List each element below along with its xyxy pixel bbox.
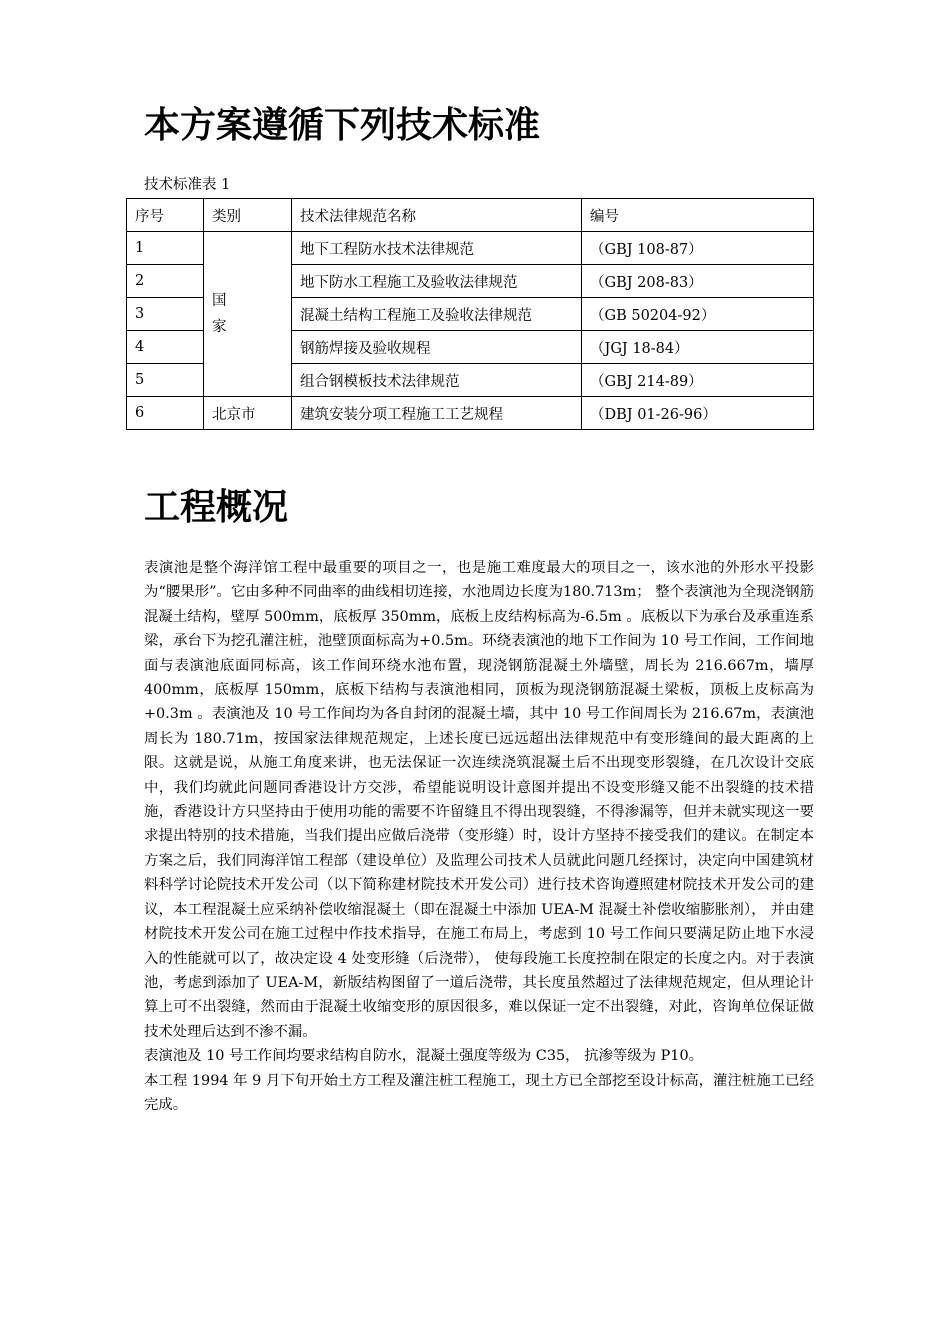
row-code: （GB 50204-92）	[582, 298, 814, 331]
table-caption: 技术标准表 1	[144, 177, 231, 193]
row-no: 2	[127, 265, 204, 298]
header-no: 序号	[127, 199, 204, 232]
header-code: 编号	[582, 199, 814, 232]
category-national	[204, 232, 292, 397]
row-name: 混凝土结构工程施工及验收法律规范	[292, 298, 582, 331]
row-no: 6	[127, 397, 204, 430]
paragraph: 表演池及 10 号工作间均要求结构自防水，混凝土强度等级为 C35， 抗渗等级为 P10。	[144, 1048, 704, 1065]
header-name: 技术法律规范名称	[292, 199, 582, 232]
row-code: （GBJ 108-87）	[582, 232, 814, 265]
overview-body	[144, 556, 814, 1117]
row-name: 地下防水工程施工及验收法律规范	[292, 265, 582, 298]
row-no: 3	[127, 298, 204, 331]
standards-table	[126, 198, 814, 430]
table-row	[127, 397, 814, 430]
paragraph: 本工程 1994 年 9 月下旬开始土方工程及灌注桩工程施工，现土方已全部挖至设计标高，灌注桩施工已经完成。	[144, 1072, 814, 1113]
header-category: 类别	[204, 199, 292, 232]
category-national-line2: 家	[212, 319, 227, 335]
table-header-row	[127, 199, 814, 232]
table-row	[127, 232, 814, 265]
row-no: 1	[127, 232, 204, 265]
row-code: （GBJ 208-83）	[582, 265, 814, 298]
section-title-overview: 工程概况	[144, 487, 289, 528]
row-name: 组合钢模板技术法律规范	[292, 364, 582, 397]
row-code: （JGJ 18-84）	[582, 331, 814, 364]
category-national-line1: 国	[212, 293, 227, 309]
category-beijing: 北京市	[204, 397, 292, 430]
row-no: 5	[127, 364, 204, 397]
row-name: 地下工程防水技术法律规范	[292, 232, 582, 265]
row-no: 4	[127, 331, 204, 364]
section-title-standards: 本方案遵循下列技术标准	[144, 105, 541, 146]
paragraph: 表演池是整个海洋馆工程中最重要的项目之一，也是施工难度最大的项目之一，该水池的外形水平投影为“腰果形”。它由多种不同曲率的曲线相切连接，水池周边长度为180.713m； 整个表演池为全现浇钢筋混凝土结构，壁厚 500mm，底板厚 350mm，底板上皮结构标高为-6.5m 。底板以下为承台及承重连系梁，承台下为挖孔灌注桩，池壁顶面标高为+0.5m。环绕表演池的地下工作间为 10 号工作间，工作间地面与表演池底面同标高，该工作间环绕水池布置，现浇钢筋混凝土外墙壁，周长为 216.667m，墙厚 400mm，底板厚 150mm，底板下结构与表演池相同，顶板为现浇钢筋混凝土梁板，顶板上皮标高为+0.3m 。表演池及 10 号工作间均为各自封闭的混凝土墙，其中 10 号工作间周长为 216.67m，表演池周长为 180.71m，按国家法律规范规定，上述长度已远远超出法律规范中有变形缝间的最大距离的上限。这就是说，从施工角度来讲，也无法保证一次连续浇筑混凝土后不出现变形裂缝，在几次设计交底中，我们均就此问题同香港设计方交涉，希望能说明设计意图并提出不设变形缝又能不出裂缝的技术措施，香港设计方只坚持由于使用功能的需要不许留缝且不得出现裂缝，不得渗漏等，但并未就实现这一要求提出特别的技术措施，当我们提出应做后浇带（变形缝）时，设计方坚持不接受我们的建议。在制定本方案之后，我们同海洋馆工程部（建设单位）及监理公司技术人员就此问题几经探讨，决定向中国建筑材料科学讨论院技术开发公司（以下简称建材院技术开发公司）进行技术咨询遵照建材院技术开发公司的建议，本工程混凝土应采纳补偿收缩混凝土（即在混凝土中添加 UEA-M 混凝土补偿收缩膨胀剂）， 并由建材院技术开发公司在施工过程中作技术指导，在施工布局上，考虑到 10 号工作间只要满足防止地下水浸入的性能就可以了，故决定设 4 处变形缝（后浇带）， 使每段施工长度控制在限定的长度之内。对于表演池，考虑到添加了 UEA-M，新版结构图留了一道后浇带，其长度虽然超过了法律规范规定，但从理论计算上可不出裂缝，然而由于混凝土收缩变形的原因很多，难以保证一定不出裂缝，对此，咨询单位保证做技术处理后达到不渗不漏。	[144, 560, 814, 1040]
row-code: （GBJ 214-89）	[582, 364, 814, 397]
row-code: （DBJ 01-26-96）	[582, 397, 814, 430]
row-name: 建筑安装分项工程施工工艺规程	[292, 397, 582, 430]
row-name: 钢筋焊接及验收规程	[292, 331, 582, 364]
